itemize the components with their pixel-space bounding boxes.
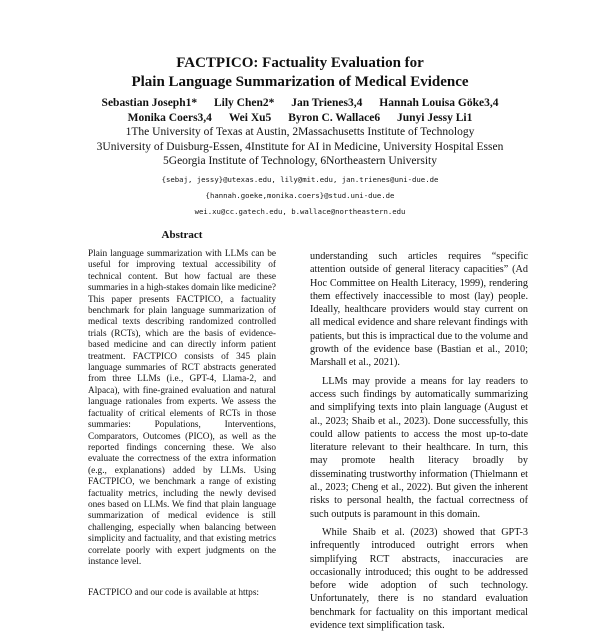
author-line-2 — [0, 111, 600, 126]
author: Sebastian Joseph1* — [101, 97, 198, 109]
paper-title — [0, 54, 600, 92]
intro-paragraph-1: understanding such articles requires “specific attention outside of general literacy capacities” (Ad Hoc Committee on Health Literacy, 1999), rendering them effectively inaccessible to most (lay) people. Ideally, healthcare providers would stay current on all medical evidence and share relevant findings with patients, but this is impractical due to the volume and growth of the evidence base (Bastian et al., 2010; Marshall et al., 2021). — [310, 251, 528, 369]
abstract-heading: Abstract — [161, 229, 203, 241]
title-line-1: FACTPICO: Factuality Evaluation for — [176, 55, 424, 71]
author-line-1 — [0, 96, 600, 111]
author-list — [0, 96, 600, 126]
affiliations — [0, 125, 600, 169]
author: Hannah Louisa Göke3,4 — [379, 97, 499, 109]
intro-paragraph-3: While Shaib et al. (2023) showed that GPT-3 infrequently introduced outright errors when simplifying RCT abstracts, inaccuracies are occasionally introduced; this ought to be addressed before wide adoption of such technology. Unfortunately, there is no standard evaluation benchmark for factuality on this important medical evidence text simplification task. — [310, 526, 528, 632]
author: Lily Chen2* — [213, 97, 275, 109]
code-availability-note: FACTPICO and our code is available at https: — [88, 588, 260, 598]
intro-paragraph-2: LLMs may provide a means for lay readers to access such findings by automatically summarizing and simplifying texts into plain language (August et al., 2023; Shaib et al., 2023). Done successfully, this could allow patients to access the most up-to-date literature relevant to their healthcare. In turn, this may promote health literacy broadly by disseminating trustworthy information (Thielmann et al., 2023; Cheng et al., 2022). But given the inherent risks to personal health, the factual correctness of such outputs is paramount in this domain. — [310, 375, 528, 520]
author: Monika Coers3,4 — [127, 112, 212, 124]
affiliation-line: 5Georgia Institute of Technology, 6Northeastern University — [163, 155, 437, 168]
email-line: wei.xu@cc.gatech.edu, b.wallace@northeastern.edu — [194, 207, 406, 216]
abstract-body: Plain language summarization with LLMs can be useful for improving textual accessibility of technical content. But how factual are these summaries in a high-stakes domain like medicine? This paper presents FACTPICO, a factuality benchmark for plain language summarization of medical texts describing randomized controlled trials (RCTs), which are the basis of evidence-based medicine and can directly inform patient treatment. FACTPICO consists of 345 plain language summaries of RCT abstracts generated from three LLMs (i.e., GPT-4, Llama-2, and Alpaca), with fine-grained evaluation and natural language rationales from experts. We assess the factuality of critical elements of RCTs in those summaries: Populations, Interventions, Comparators, Outcomes (PICO), as well as the reported findings concerning these. We also evaluate the correctness of the extra information (e.g., explanations) added by LLMs. Using FACTPICO, we benchmark a range of existing factuality metrics, including the newly devised ones based on LLMs. We find that plain language summarization of medical evidence is still challenging, especially when balancing between simplicity and factuality, and that existing metrics correlate poorly with expert judgments on the instance level. — [88, 249, 276, 567]
author: Jan Trienes3,4 — [291, 97, 363, 109]
email-line: {sebaj, jessy}@utexas.edu, lily@mit.edu, jan.trienes@uni-due.de — [161, 175, 439, 184]
author: Junyi Jessy Li1 — [396, 112, 473, 124]
author: Wei Xu5 — [228, 112, 272, 124]
author-emails — [0, 172, 600, 220]
affiliation-line: 3University of Duisburg-Essen, 4Institute for AI in Medicine, University Hospital Essen — [96, 140, 504, 153]
email-line: {hannah.goeke,monika.coers}@stud.uni-due.de — [205, 191, 395, 200]
author: Byron C. Wallace6 — [288, 112, 381, 124]
affiliation-line: 1The University of Texas at Austin, 2Massachusetts Institute of Technology — [125, 126, 475, 138]
title-line-2: Plain Language Summarization of Medical Evidence — [131, 74, 469, 90]
introduction-column — [310, 250, 528, 637]
